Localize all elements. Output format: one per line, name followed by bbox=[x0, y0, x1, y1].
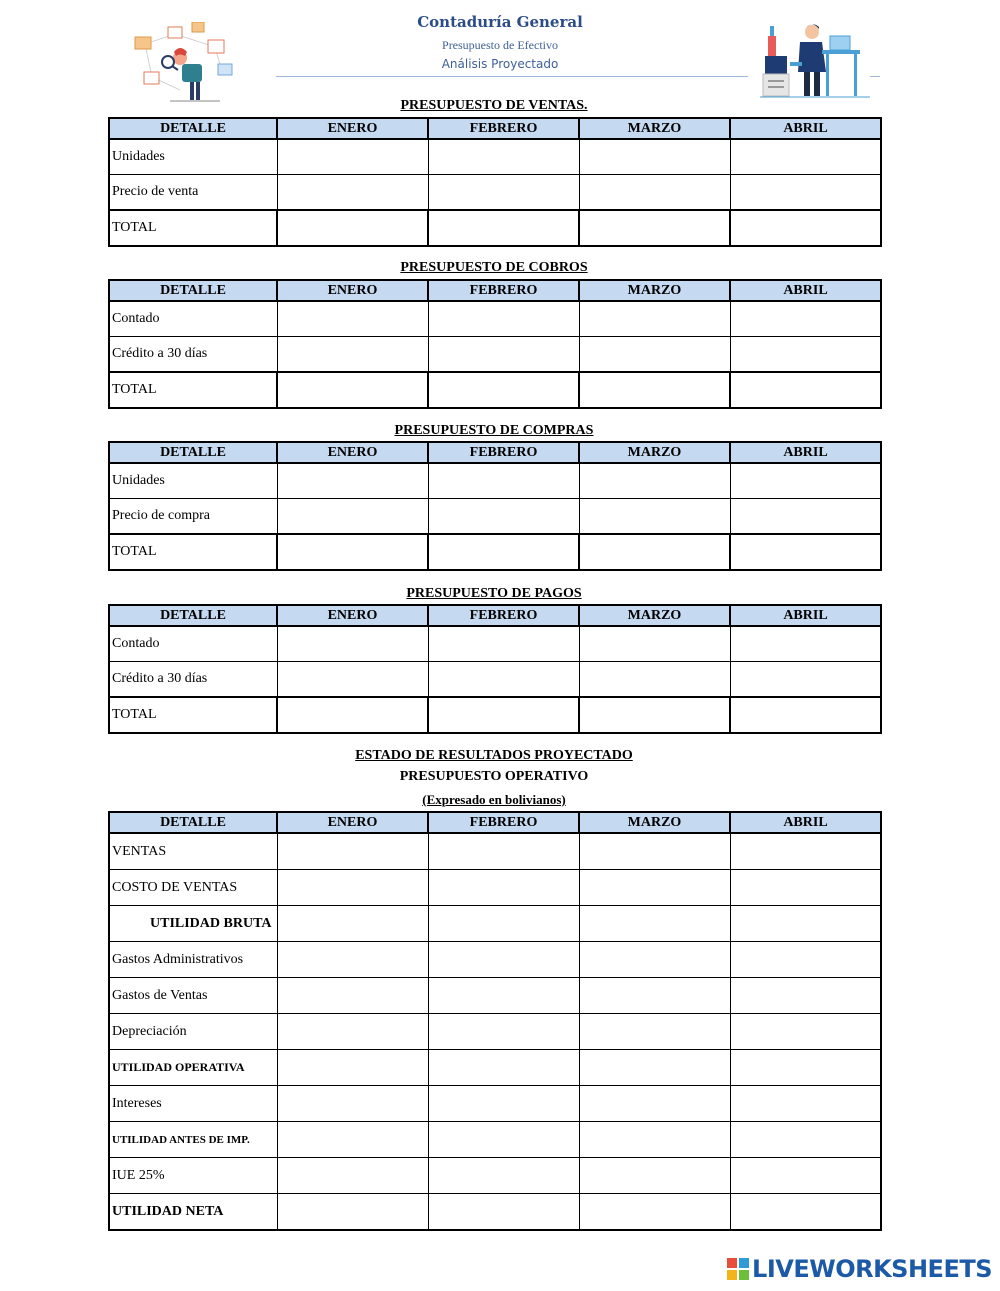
input-cell[interactable] bbox=[428, 697, 579, 733]
column-header-abril: ABRIL bbox=[730, 280, 881, 301]
document-title: Contaduría General bbox=[417, 13, 583, 31]
section-note-bolivianos: (Expresado en bolivianos) bbox=[422, 792, 566, 807]
input-cell[interactable] bbox=[428, 301, 579, 337]
input-cell[interactable] bbox=[730, 1050, 881, 1086]
input-cell[interactable] bbox=[579, 1194, 730, 1231]
input-cell[interactable] bbox=[579, 372, 730, 408]
input-cell[interactable] bbox=[428, 175, 579, 211]
row-label: Gastos Administrativos bbox=[109, 942, 277, 978]
input-cell[interactable] bbox=[277, 978, 428, 1014]
column-header-marzo: MARZO bbox=[579, 280, 730, 301]
input-cell[interactable] bbox=[428, 337, 579, 373]
input-cell[interactable] bbox=[730, 833, 881, 870]
input-cell[interactable] bbox=[277, 372, 428, 408]
input-cell[interactable] bbox=[730, 1014, 881, 1050]
column-header-enero: ENERO bbox=[277, 280, 428, 301]
table-row-total bbox=[109, 210, 881, 246]
table-compras bbox=[108, 441, 882, 571]
input-cell[interactable] bbox=[428, 139, 579, 175]
table-header-row bbox=[109, 812, 881, 833]
row-label: UTILIDAD NETA bbox=[109, 1194, 277, 1231]
input-cell[interactable] bbox=[730, 978, 881, 1014]
input-cell[interactable] bbox=[579, 1050, 730, 1086]
column-header-marzo: MARZO bbox=[579, 442, 730, 463]
row-label: VENTAS bbox=[109, 833, 277, 870]
input-cell[interactable] bbox=[579, 870, 730, 906]
table-row bbox=[109, 978, 881, 1014]
row-label: Crédito a 30 días bbox=[109, 662, 277, 698]
brand-name: LIVEWORKSHEETS bbox=[752, 1255, 992, 1283]
column-header-febrero: FEBRERO bbox=[428, 118, 579, 139]
input-cell[interactable] bbox=[579, 942, 730, 978]
input-cell[interactable] bbox=[277, 1194, 428, 1231]
input-cell[interactable] bbox=[277, 175, 428, 211]
input-cell[interactable] bbox=[277, 1050, 428, 1086]
table-row-total bbox=[109, 534, 881, 570]
header-divider bbox=[276, 76, 748, 77]
input-cell[interactable] bbox=[277, 697, 428, 733]
input-cell[interactable] bbox=[428, 833, 579, 870]
input-cell[interactable] bbox=[730, 870, 881, 906]
table-row-total bbox=[109, 372, 881, 408]
input-cell[interactable] bbox=[277, 662, 428, 698]
input-cell[interactable] bbox=[277, 1122, 428, 1158]
input-cell[interactable] bbox=[277, 463, 428, 499]
row-label: Unidades bbox=[109, 139, 277, 175]
input-cell[interactable] bbox=[730, 626, 881, 662]
row-label: Unidades bbox=[109, 463, 277, 499]
row-label: Contado bbox=[109, 301, 277, 337]
table-row bbox=[109, 870, 881, 906]
table-row bbox=[109, 906, 881, 942]
column-header-detalle: DETALLE bbox=[109, 280, 277, 301]
table-header-row bbox=[109, 118, 881, 139]
liveworksheets-logo-icon bbox=[727, 1258, 749, 1280]
input-cell[interactable] bbox=[730, 210, 881, 246]
input-cell[interactable] bbox=[579, 1158, 730, 1194]
input-cell[interactable] bbox=[730, 534, 881, 570]
input-cell[interactable] bbox=[428, 1086, 579, 1122]
input-cell[interactable] bbox=[579, 301, 730, 337]
input-cell[interactable] bbox=[730, 1194, 881, 1231]
input-cell[interactable] bbox=[277, 1158, 428, 1194]
column-header-marzo: MARZO bbox=[579, 605, 730, 626]
table-row bbox=[109, 1158, 881, 1194]
table-row bbox=[109, 301, 881, 337]
section-title-compras: PRESUPUESTO DE COMPRAS bbox=[394, 423, 594, 438]
input-cell[interactable] bbox=[428, 1014, 579, 1050]
input-cell[interactable] bbox=[579, 534, 730, 570]
input-cell[interactable] bbox=[277, 301, 428, 337]
row-label: Depreciación bbox=[109, 1014, 277, 1050]
input-cell[interactable] bbox=[579, 139, 730, 175]
column-header-febrero: FEBRERO bbox=[428, 812, 579, 833]
input-cell[interactable] bbox=[277, 337, 428, 373]
table-row bbox=[109, 337, 881, 373]
table-row-total bbox=[109, 697, 881, 733]
input-cell[interactable] bbox=[579, 1086, 730, 1122]
input-cell[interactable] bbox=[730, 499, 881, 535]
input-cell[interactable] bbox=[277, 534, 428, 570]
section-title-ventas: PRESUPUESTO DE VENTAS. bbox=[400, 98, 588, 113]
column-header-abril: ABRIL bbox=[730, 605, 881, 626]
liveworksheets-brand bbox=[727, 1255, 992, 1283]
row-label: TOTAL bbox=[109, 372, 277, 408]
input-cell[interactable] bbox=[428, 372, 579, 408]
table-row bbox=[109, 942, 881, 978]
row-label: Intereses bbox=[109, 1086, 277, 1122]
column-header-marzo: MARZO bbox=[579, 118, 730, 139]
column-header-abril: ABRIL bbox=[730, 812, 881, 833]
table-row bbox=[109, 1086, 881, 1122]
input-cell[interactable] bbox=[428, 1122, 579, 1158]
input-cell[interactable] bbox=[277, 626, 428, 662]
table-row bbox=[109, 626, 881, 662]
input-cell[interactable] bbox=[277, 139, 428, 175]
table-header-row bbox=[109, 442, 881, 463]
input-cell[interactable] bbox=[428, 463, 579, 499]
table-row bbox=[109, 463, 881, 499]
table-row bbox=[109, 1194, 881, 1231]
input-cell[interactable] bbox=[730, 301, 881, 337]
document-subtitle: Presupuesto de Efectivo bbox=[442, 38, 558, 52]
column-header-febrero: FEBRERO bbox=[428, 605, 579, 626]
section-title-pagos: PRESUPUESTO DE PAGOS bbox=[406, 586, 582, 601]
row-label: COSTO DE VENTAS bbox=[109, 870, 277, 906]
input-cell[interactable] bbox=[579, 1014, 730, 1050]
input-cell[interactable] bbox=[730, 662, 881, 698]
column-header-detalle: DETALLE bbox=[109, 442, 277, 463]
section-subtitle-operativo: PRESUPUESTO OPERATIVO bbox=[399, 769, 589, 784]
input-cell[interactable] bbox=[428, 1194, 579, 1231]
input-cell[interactable] bbox=[277, 906, 428, 942]
input-cell[interactable] bbox=[579, 697, 730, 733]
input-cell[interactable] bbox=[277, 1014, 428, 1050]
table-ventas bbox=[108, 117, 882, 247]
input-cell[interactable] bbox=[730, 463, 881, 499]
input-cell[interactable] bbox=[730, 906, 881, 942]
row-label: Precio de compra bbox=[109, 499, 277, 535]
column-header-enero: ENERO bbox=[277, 605, 428, 626]
header-divider-right bbox=[870, 76, 880, 77]
input-cell[interactable] bbox=[730, 372, 881, 408]
input-cell[interactable] bbox=[428, 906, 579, 942]
analyst-illustration bbox=[130, 22, 240, 102]
input-cell[interactable] bbox=[730, 942, 881, 978]
table-row bbox=[109, 1050, 881, 1086]
input-cell[interactable] bbox=[730, 175, 881, 211]
input-cell[interactable] bbox=[277, 1086, 428, 1122]
column-header-febrero: FEBRERO bbox=[428, 442, 579, 463]
row-label: UTILIDAD ANTES DE IMP. bbox=[109, 1122, 277, 1158]
column-header-detalle: DETALLE bbox=[109, 605, 277, 626]
input-cell[interactable] bbox=[730, 1158, 881, 1194]
table-row bbox=[109, 139, 881, 175]
input-cell[interactable] bbox=[277, 833, 428, 870]
column-header-detalle: DETALLE bbox=[109, 812, 277, 833]
section-title-cobros: PRESUPUESTO DE COBROS bbox=[400, 260, 588, 275]
input-cell[interactable] bbox=[579, 337, 730, 373]
input-cell[interactable] bbox=[428, 534, 579, 570]
column-header-enero: ENERO bbox=[277, 442, 428, 463]
input-cell[interactable] bbox=[730, 337, 881, 373]
input-cell[interactable] bbox=[277, 870, 428, 906]
input-cell[interactable] bbox=[428, 978, 579, 1014]
table-row bbox=[109, 499, 881, 535]
table-cobros bbox=[108, 279, 882, 409]
input-cell[interactable] bbox=[579, 662, 730, 698]
input-cell[interactable] bbox=[579, 499, 730, 535]
input-cell[interactable] bbox=[428, 626, 579, 662]
input-cell[interactable] bbox=[579, 626, 730, 662]
input-cell[interactable] bbox=[428, 662, 579, 698]
input-cell[interactable] bbox=[730, 697, 881, 733]
table-row bbox=[109, 1122, 881, 1158]
office-worker-illustration bbox=[760, 18, 870, 100]
input-cell[interactable] bbox=[428, 942, 579, 978]
column-header-enero: ENERO bbox=[277, 118, 428, 139]
input-cell[interactable] bbox=[579, 978, 730, 1014]
document-subtitle-2: Análisis Proyectado bbox=[441, 57, 559, 71]
input-cell[interactable] bbox=[428, 499, 579, 535]
table-header-row bbox=[109, 605, 881, 626]
input-cell[interactable] bbox=[730, 1122, 881, 1158]
column-header-enero: ENERO bbox=[277, 812, 428, 833]
row-label: TOTAL bbox=[109, 210, 277, 246]
input-cell[interactable] bbox=[277, 210, 428, 246]
row-label: TOTAL bbox=[109, 534, 277, 570]
column-header-detalle: DETALLE bbox=[109, 118, 277, 139]
input-cell[interactable] bbox=[428, 1158, 579, 1194]
table-header-row bbox=[109, 280, 881, 301]
section-title-estado: ESTADO DE RESULTADOS PROYECTADO bbox=[355, 748, 633, 763]
row-label: UTILIDAD OPERATIVA bbox=[109, 1050, 277, 1086]
input-cell[interactable] bbox=[579, 906, 730, 942]
row-label: Contado bbox=[109, 626, 277, 662]
table-row bbox=[109, 833, 881, 870]
column-header-febrero: FEBRERO bbox=[428, 280, 579, 301]
input-cell[interactable] bbox=[579, 1122, 730, 1158]
row-label: UTILIDAD BRUTA bbox=[109, 906, 277, 942]
table-pagos bbox=[108, 604, 882, 734]
input-cell[interactable] bbox=[730, 139, 881, 175]
row-label: Crédito a 30 días bbox=[109, 337, 277, 373]
table-estado-resultados bbox=[108, 811, 882, 1231]
input-cell[interactable] bbox=[277, 942, 428, 978]
input-cell[interactable] bbox=[579, 210, 730, 246]
row-label: Gastos de Ventas bbox=[109, 978, 277, 1014]
input-cell[interactable] bbox=[579, 175, 730, 211]
input-cell[interactable] bbox=[579, 833, 730, 870]
input-cell[interactable] bbox=[428, 870, 579, 906]
input-cell[interactable] bbox=[579, 463, 730, 499]
input-cell[interactable] bbox=[428, 1050, 579, 1086]
row-label: Precio de venta bbox=[109, 175, 277, 211]
input-cell[interactable] bbox=[428, 210, 579, 246]
row-label: TOTAL bbox=[109, 697, 277, 733]
input-cell[interactable] bbox=[730, 1086, 881, 1122]
row-label: IUE 25% bbox=[109, 1158, 277, 1194]
table-row bbox=[109, 175, 881, 211]
column-header-abril: ABRIL bbox=[730, 442, 881, 463]
column-header-abril: ABRIL bbox=[730, 118, 881, 139]
table-row bbox=[109, 1014, 881, 1050]
table-row bbox=[109, 662, 881, 698]
column-header-marzo: MARZO bbox=[579, 812, 730, 833]
input-cell[interactable] bbox=[277, 499, 428, 535]
